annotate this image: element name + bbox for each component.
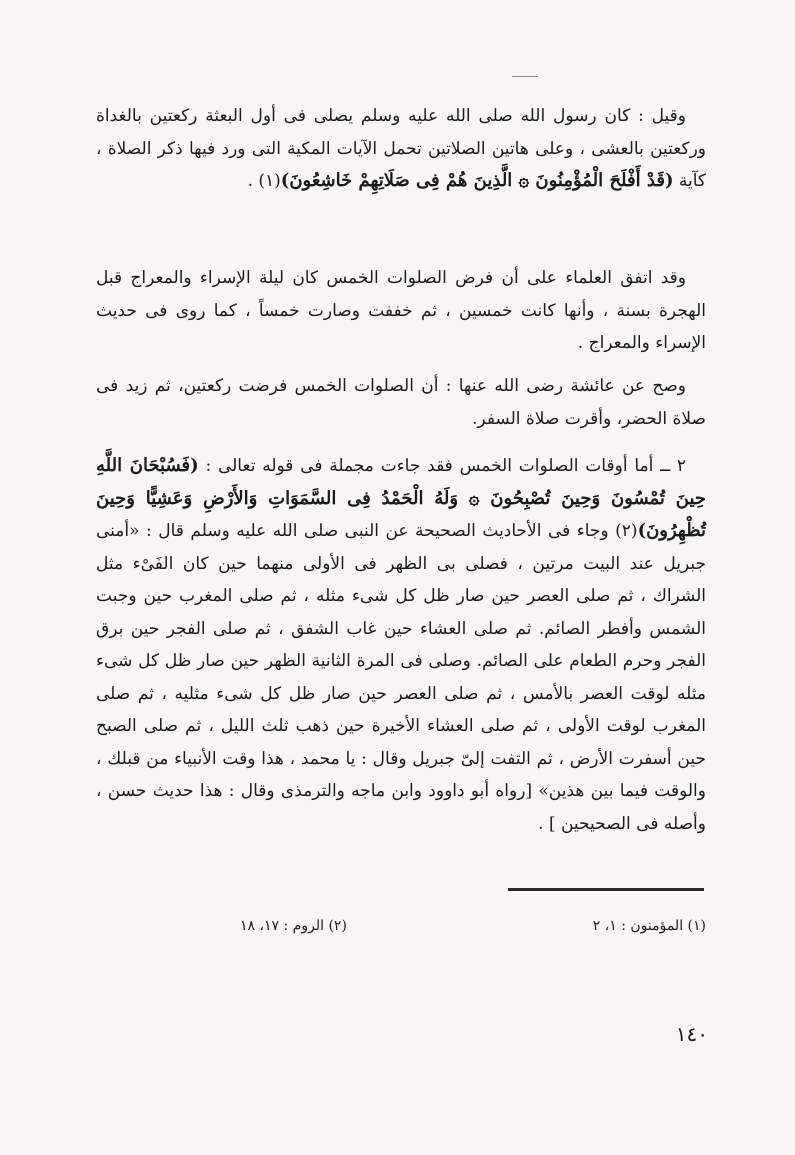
quran-verse-muminun: (قَدْ أَفْلَحَ الْمُؤْمِنُونَ ۞ الَّذِينَ هُمْ فِى صَلَاتِهِمْ خَاشِعُونَ) <box>280 170 674 191</box>
footnote-2: (٢) الروم : ١٧، ١٨ <box>240 918 347 934</box>
footnote-separator <box>508 888 704 891</box>
footnotes <box>240 918 706 934</box>
para-4 <box>96 450 706 840</box>
footnote-1: (١) المؤمنون : ١، ٢ <box>592 918 706 934</box>
para-4-text-b: (٢) وجاء فى الأحاديث الصحيحة عن النبى صلى الله عليه وسلم قال : «أمنى جبريل عند البيت مرتين ، فصلى بى الظهر فى الأولى منهما حين كان الفَىْء مثل الشراك ، ثم صلى العصر حين صار ظل كل شىء مثله ، ثم صلى المغرب حين وجبت الشمس وأفطر الصائم. ثم صلى العشاء حين غاب الشفق ، ثم صلى الفجر حين برق الفجر وحرم الطعام على الصائم. وصلى فى المرة الثانية الظهر حين صار ظل كل شىء مثله لوقت العصر بالأمس ، ثم صلى العصر حين صار ظل كل شىء مثليه ، ثم صلى المغرب لوقت الأولى ، ثم صلى العشاء الأخيرة حين ذهب ثلث الليل ، ثم صلى الصبح حين أسفرت الأرض ، ثم التفت إلىّ جبريل وقال : يا محمد ، هذا وقت الأنبياء من قبلك ، والوقت فيما بين هذين» [رواه أبو داوود وابن ماجه والترمذى وقال : هذا حديث حسن ، وأصله فى الصحيحين ] . <box>96 521 706 834</box>
para-4-text-a: ٢ ــ أما أوقات الصلوات الخمس فقد جاءت مجملة فى قوله تعالى : <box>198 456 686 476</box>
para-3-text: وصح عن عائشة رضى الله عنها : أن الصلوات الخمس فرضت ركعتين، ثم زيد فى صلاة الحضر، وأقرت صلاة السفر. <box>96 376 706 429</box>
para-1 <box>96 100 706 198</box>
para-2-text: وقد اتفق العلماء على أن فرض الصلوات الخمس كان ليلة الإسراء والمعراج قبل الهجرة بسنة ، وأنها كانت خمسين ، ثم خففت وصارت خمساً ، كما روى فى حديث الإسراء والمعراج . <box>96 268 706 353</box>
quran-verse-rum: (فَسُبْحَانَ اللَّهِ حِينَ تُمْسُونَ وَحِينَ تُصْبِحُونَ ۞ وَلَهُ الْحَمْدُ فِى السَّمَوَاتِ وَالأَرْضِ وَعَشِيًّا وَحِينَ تُظْهِرُونَ) <box>96 455 706 541</box>
para-2 <box>96 262 706 360</box>
para-1-text-b: (١) . <box>247 171 281 191</box>
top-decorative-mark <box>512 76 538 77</box>
page-number: ١٤٠ <box>675 1022 708 1046</box>
para-1-text-a: وقيل : كان رسول الله صلى الله عليه وسلم يصلى فى أول البعثة ركعتين بالغداة وركعتين بالعشى ، وعلى هاتين الصلاتين تحمل الآيات المكية التى ورد فيها ذكر الصلاة ، كآية <box>96 106 706 191</box>
para-3 <box>96 370 706 435</box>
